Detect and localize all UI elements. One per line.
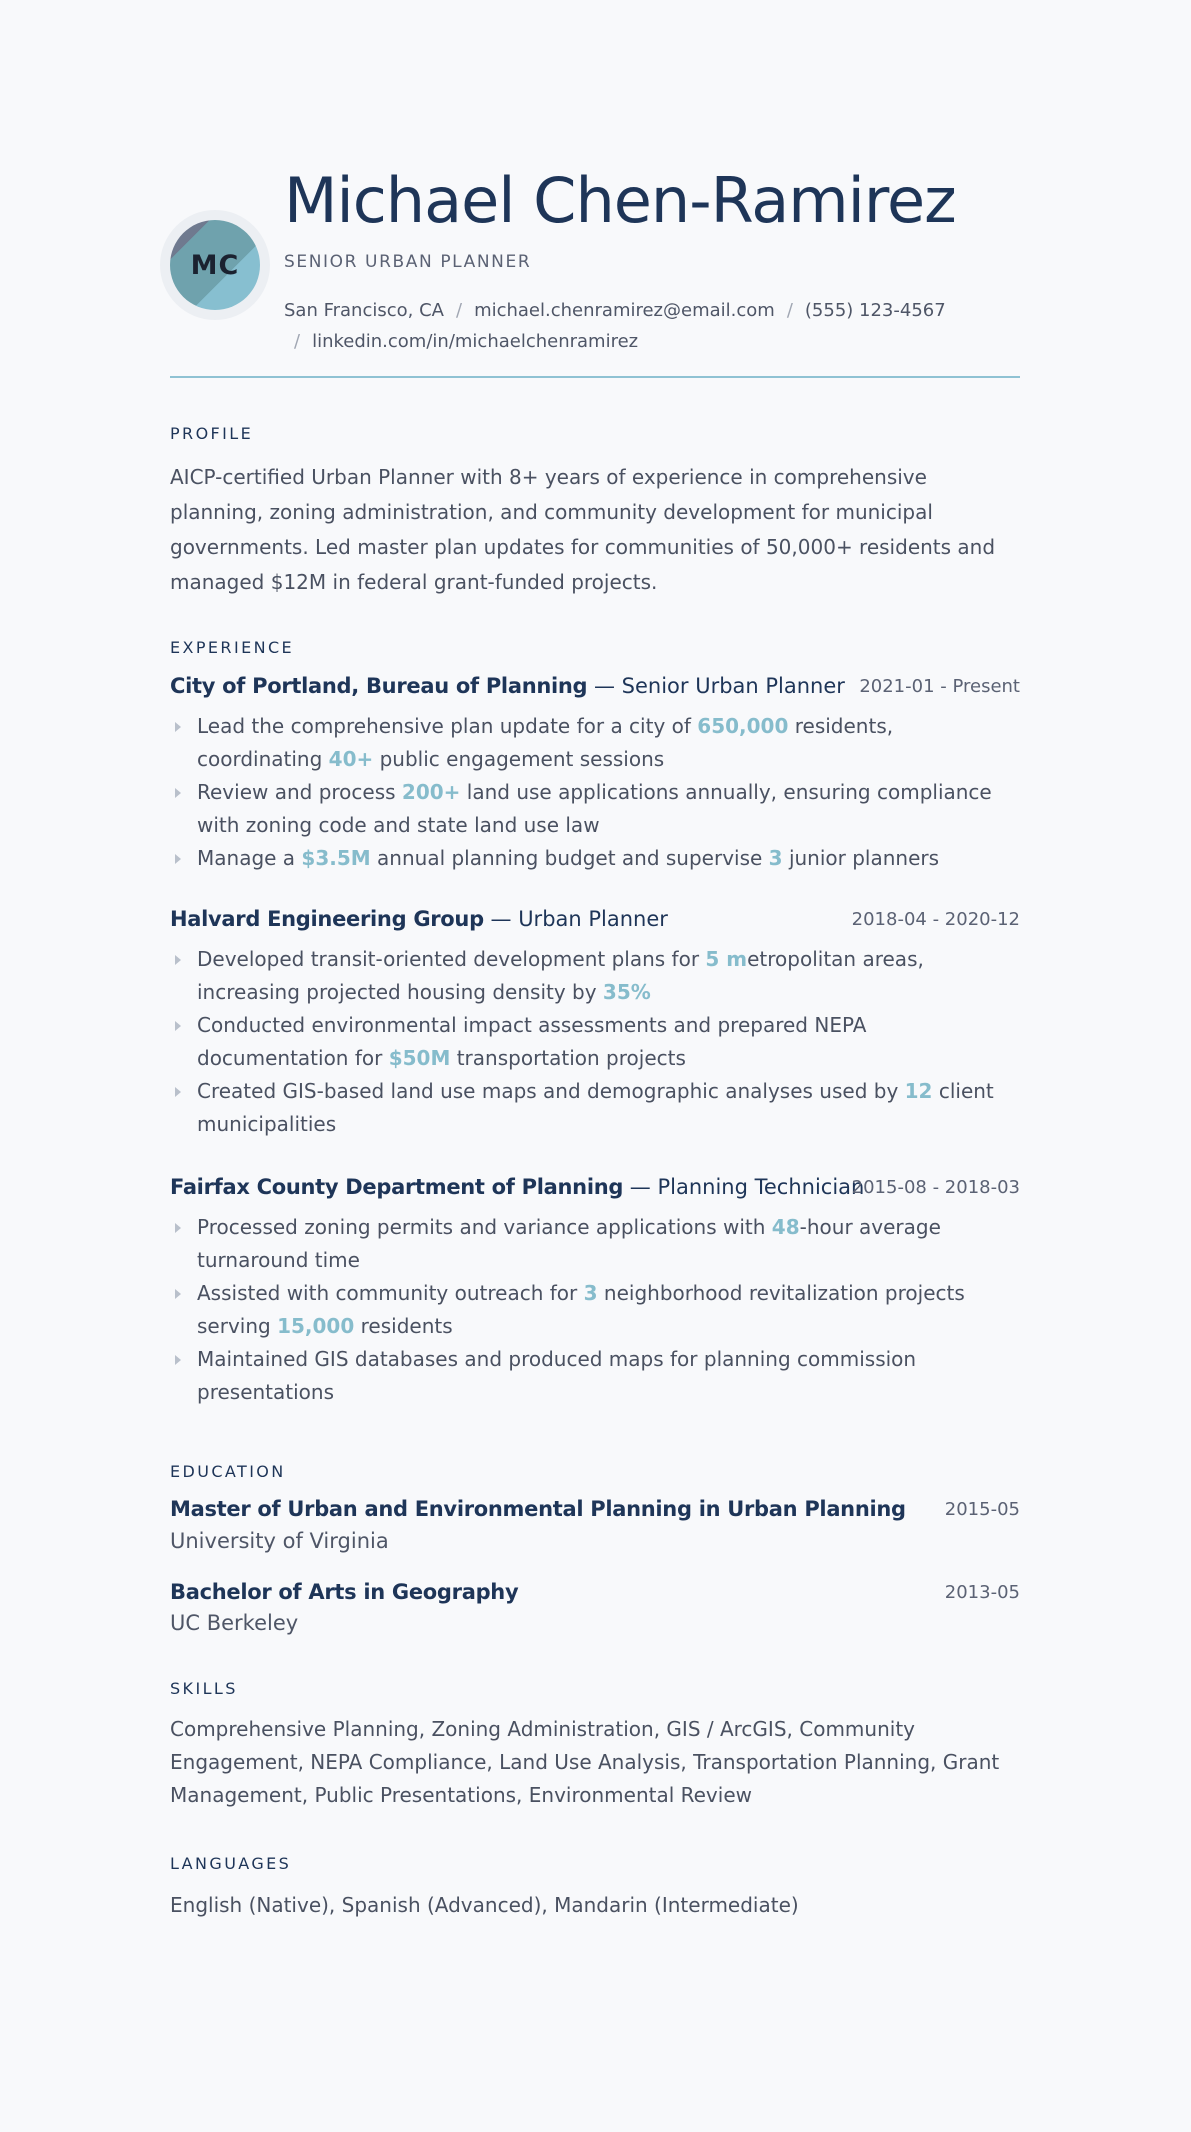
bullet-triangle-icon bbox=[175, 955, 181, 965]
job-dash: — bbox=[623, 1175, 658, 1199]
job-role: Planning Technician bbox=[657, 1175, 865, 1199]
bullet-item: Maintained GIS databases and produced maps for planning commission presentations bbox=[170, 1343, 1020, 1409]
skills-list: Comprehensive Planning, Zoning Administration, GIS / ArcGIS, Community Engagement, NEPA Compliance, Land Use Analysis, Transportation Planning, Grant Management, Public Presentations, Environmental Review bbox=[170, 1717, 1000, 1807]
bullet-item: Developed transit-oriented development plans for 5 metropolitan areas, increasing projected housing density by 35% bbox=[170, 943, 1020, 1009]
bullet-item: Lead the comprehensive plan update for a city of 650,000 residents, coordinating 40+ public engagement sessions bbox=[170, 710, 1020, 776]
highlight-figure: 35% bbox=[602, 980, 651, 1004]
contact-email[interactable]: michael.chenramirez@email.com bbox=[474, 300, 775, 321]
job-header bbox=[170, 907, 1020, 937]
section-label-skills: SKILLS bbox=[170, 1679, 238, 1698]
contact-phone[interactable]: (555) 123-4567 bbox=[804, 300, 946, 321]
header-divider bbox=[170, 376, 1020, 378]
bullet-triangle-icon bbox=[175, 1087, 181, 1097]
contact-separator: / bbox=[786, 300, 793, 321]
highlight-figure: 200+ bbox=[401, 780, 461, 804]
bullet-triangle-icon bbox=[175, 1355, 181, 1365]
highlight-figure: 40+ bbox=[328, 747, 374, 771]
education-header bbox=[170, 1580, 1020, 1604]
bullet-item: Review and process 200+ land use applications annually, ensuring compliance with zoning code and state land use law bbox=[170, 776, 1020, 842]
highlight-figure: 15,000 bbox=[277, 1314, 355, 1338]
education-school: University of Virginia bbox=[170, 1529, 389, 1553]
job-dates: 2018-04 - 2020-12 bbox=[851, 909, 1020, 930]
bullet-triangle-icon bbox=[175, 854, 181, 864]
job-header bbox=[170, 1175, 1020, 1205]
section-label-education: EDUCATION bbox=[170, 1462, 286, 1481]
bullet-item: Processed zoning permits and variance applications with 48-hour average turnaround time bbox=[170, 1211, 1020, 1277]
bullet-triangle-icon bbox=[175, 1223, 181, 1233]
avatar-initials: MC bbox=[190, 249, 240, 281]
highlight-figure: 12 bbox=[904, 1079, 933, 1103]
education-school: UC Berkeley bbox=[170, 1611, 299, 1635]
job-dates: 2021-01 - Present bbox=[859, 676, 1020, 697]
highlight-figure: 3 bbox=[583, 1281, 598, 1305]
contact-info bbox=[284, 295, 984, 357]
highlight-figure: $50M bbox=[388, 1046, 451, 1070]
section-label-experience: EXPERIENCE bbox=[170, 638, 295, 657]
bullet-triangle-icon bbox=[175, 1021, 181, 1031]
bullet-item: Assisted with community outreach for 3 neighborhood revitalization projects serving 15,000 residents bbox=[170, 1277, 1020, 1343]
highlight-figure: 48 bbox=[771, 1215, 800, 1239]
education-header bbox=[170, 1497, 1020, 1521]
avatar bbox=[160, 210, 270, 320]
job-bullets bbox=[170, 710, 1020, 875]
bullet-item: Conducted environmental impact assessments and prepared NEPA documentation for $50M transportation projects bbox=[170, 1009, 1020, 1075]
candidate-name: Michael Chen-Ramirez bbox=[284, 164, 956, 237]
highlight-figure: 650,000 bbox=[697, 714, 789, 738]
languages-list: English (Native), Spanish (Advanced), Mandarin (Intermediate) bbox=[170, 1893, 799, 1917]
job-header bbox=[170, 674, 1020, 704]
education-dates: 2013-05 bbox=[944, 1582, 1020, 1603]
job-dash: — bbox=[483, 907, 519, 931]
section-label-languages: LANGUAGES bbox=[170, 1854, 292, 1873]
section-label-profile: PROFILE bbox=[170, 424, 254, 443]
job-organization: Fairfax County Department of Planning bbox=[170, 1175, 624, 1199]
job-organization: City of Portland, Bureau of Planning bbox=[170, 674, 588, 698]
job-title: SENIOR URBAN PLANNER bbox=[284, 252, 532, 272]
education-degree: Master of Urban and Environmental Planning in Urban Planning bbox=[170, 1497, 906, 1521]
job-role: Urban Planner bbox=[518, 907, 668, 931]
bullet-triangle-icon bbox=[175, 1289, 181, 1299]
contact-separator: / bbox=[455, 300, 463, 321]
avatar-circle bbox=[170, 220, 260, 310]
job-bullets bbox=[170, 1211, 1020, 1409]
contact-separator: / bbox=[294, 331, 301, 352]
contact-linkedin[interactable]: linkedin.com/in/michaelchenramirez bbox=[312, 331, 639, 352]
job-organization: Halvard Engineering Group bbox=[170, 907, 484, 931]
job-dates: 2015-08 - 2018-03 bbox=[851, 1177, 1020, 1198]
bullet-item: Created GIS-based land use maps and demographic analyses used by 12 client municipalities bbox=[170, 1075, 1020, 1141]
education-degree: Bachelor of Arts in Geography bbox=[170, 1580, 519, 1604]
highlight-figure: 5 m bbox=[705, 947, 748, 971]
highlight-figure: $3.5M bbox=[301, 846, 371, 870]
job-bullets bbox=[170, 943, 1020, 1141]
bullet-triangle-icon bbox=[175, 722, 181, 732]
profile-summary: AICP-certified Urban Planner with 8+ years of experience in comprehensive planning, zoning administration, and community development for municipal governments. Led master plan updates for communities of 50,000+ residents and managed $12M in federal grant-funded projects. bbox=[170, 465, 996, 594]
contact-location: San Francisco, CA bbox=[284, 300, 444, 321]
highlight-figure: 3 bbox=[768, 846, 783, 870]
bullet-item: Manage a $3.5M annual planning budget and supervise 3 junior planners bbox=[170, 842, 1020, 875]
education-dates: 2015-05 bbox=[944, 1499, 1020, 1520]
job-dash: — bbox=[587, 674, 622, 698]
job-role: Senior Urban Planner bbox=[621, 674, 845, 698]
bullet-triangle-icon bbox=[175, 788, 181, 798]
